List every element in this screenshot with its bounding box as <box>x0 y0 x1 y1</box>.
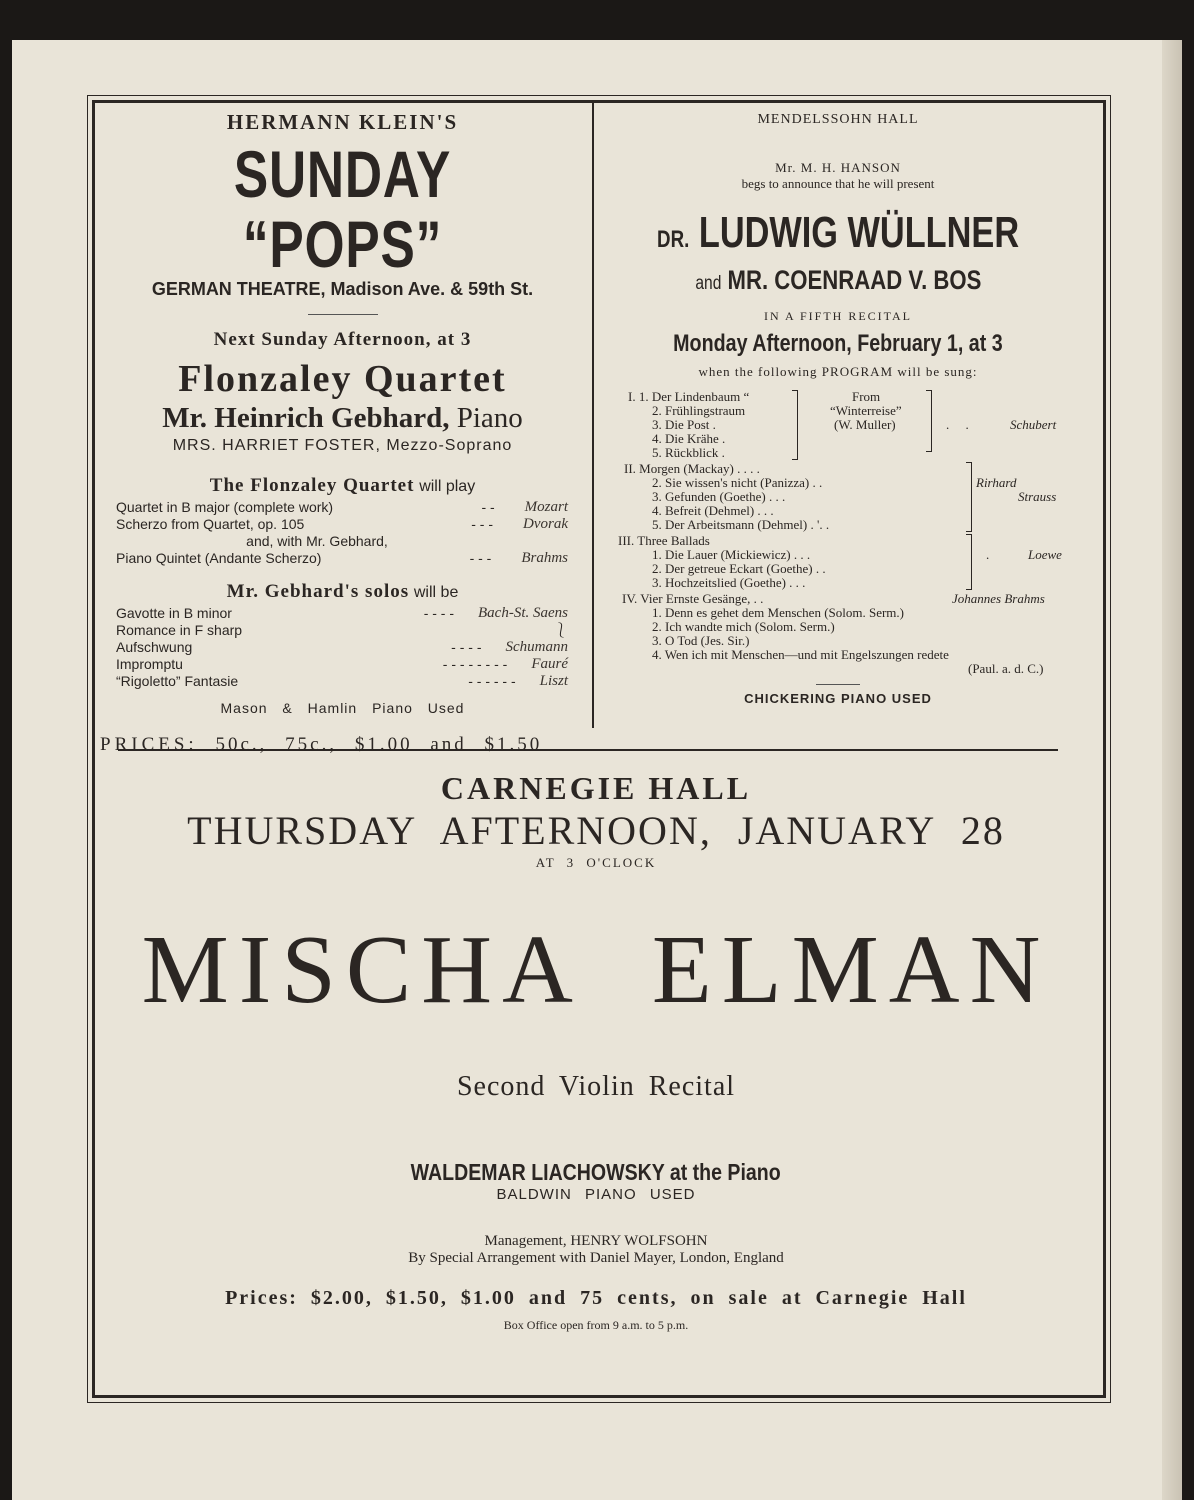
page-spine <box>1162 40 1182 1500</box>
piece-composer: Schumann <box>505 639 568 655</box>
list-item: . . <box>946 417 969 432</box>
pianist-name: Mr. Heinrich Gebhard, <box>162 402 450 434</box>
piece-title: Quartet in B major (complete work) <box>116 499 334 515</box>
list-item: From <box>852 389 881 404</box>
list-item: I. 1. Der Lindenbaum “ <box>628 389 750 404</box>
piece-title: Romance in F sharp <box>116 622 243 638</box>
composer-rirhard: Rirhard <box>976 475 1017 490</box>
announce-line: begs to announce that he will present <box>741 176 935 191</box>
list-item: 4. Befreit (Dehmel) . . . <box>652 503 774 518</box>
management-line: Management, HENRY WOLFSOHN <box>484 1233 708 1249</box>
list-item: 1. Die Lauer (Mickiewicz) . . . <box>652 547 811 562</box>
list-item: 4. Wen ich mit Menschen—und mit Engelszungen redete <box>652 647 949 662</box>
list-item: 5. Rückblick . <box>652 445 725 460</box>
list-item <box>116 673 568 690</box>
bracket <box>966 534 972 590</box>
piece-composer: Liszt <box>539 673 568 689</box>
bracket <box>966 462 972 532</box>
list-item: 4. Die Krähe . <box>652 431 726 446</box>
list-item <box>116 550 568 567</box>
composer-brahms: Johannes Brahms <box>952 591 1045 606</box>
list-item: III. Three Ballads <box>618 533 710 548</box>
presenter-line: Mr. M. H. HANSON <box>775 160 901 175</box>
piece-title: Impromptu <box>116 656 183 672</box>
list-item: (Paul. a. d. C.) <box>968 661 1044 676</box>
prices-line <box>100 734 585 756</box>
recital-date: THURSDAY AFTERNOON, JANUARY 28 <box>187 808 1005 853</box>
piece-title: and, with Mr. Gebhard, <box>246 533 388 549</box>
piece-title: Piano Quintet (Andante Scherzo) <box>116 550 322 566</box>
bracket <box>792 390 798 460</box>
solo-pieces <box>116 605 568 690</box>
list-item <box>116 533 568 550</box>
box-office-line: Box Office open from 9 a.m. to 5 p.m. <box>503 1318 689 1332</box>
list-item <box>116 622 568 639</box>
piece-dashes: - - - - <box>423 605 455 621</box>
accompanist <box>695 265 981 299</box>
singer-name-text: LUDWIG WÜLLNER <box>698 208 1020 257</box>
list-item: 2. Der getreue Eckart (Goethe) . . <box>652 561 826 576</box>
artist-name: MISCHA ELMAN <box>141 916 1051 1024</box>
piece-dashes: - - - - <box>451 639 482 655</box>
soprano-line: MRS. HARRIET FOSTER, Mezzo-Soprano <box>172 437 513 454</box>
piece-composer: Dvorak <box>523 516 568 532</box>
short-rule <box>308 314 378 315</box>
pianist-role: Piano <box>456 402 523 434</box>
list-item: IV. Vier Ernste Gesänge, . . <box>622 591 764 606</box>
chickering-line: CHICKERING PIANO USED <box>744 691 932 706</box>
solos-heading-rest: will be <box>413 584 459 601</box>
short-rule <box>816 684 860 685</box>
list-item: II. Morgen (Mackay) . . . . <box>624 461 760 476</box>
list-item: 2. Frühlingstraum <box>652 403 746 418</box>
venue-line: GERMAN THEATRE, Madison Ave. & 59th St. <box>151 279 534 299</box>
list-item: 3. Gefunden (Goethe) . . . <box>652 489 786 504</box>
piece-composer: Mozart <box>524 499 568 515</box>
mendelssohn-hall: MENDELSSOHN HALL <box>757 112 919 127</box>
sunday-pops-ad <box>100 102 585 755</box>
solos-heading <box>100 581 585 603</box>
quartet-heading-rest: will play <box>419 478 476 495</box>
bracket <box>926 390 932 452</box>
accompanist-line <box>598 265 1078 299</box>
and-word: and <box>694 273 721 294</box>
program-list <box>618 384 1078 674</box>
carnegie-hall: CARNEGIE HALL <box>440 770 752 806</box>
piece-dashes: - - - - - - - - <box>442 656 508 672</box>
piece-dashes: - - - - - - <box>468 673 516 689</box>
next-sunday-line: Next Sunday Afternoon, at 3 <box>213 329 472 350</box>
list-item: 3. Die Post . <box>652 417 716 432</box>
list-item: (W. Muller) <box>834 417 896 432</box>
column-divider <box>592 100 594 728</box>
list-item: 3. O Tod (Jes. Sir.) <box>652 633 750 648</box>
mason-hamlin-line: Mason & Hamlin Piano Used <box>220 700 465 716</box>
solos-heading-bold: Mr. Gebhard's solos <box>226 581 410 602</box>
recital-title: Second Violin Recital <box>456 1071 736 1102</box>
piece-title: Scherzo from Quartet, op. 105 <box>116 516 305 532</box>
brace-icon: ⎱ <box>554 622 568 638</box>
mischa-elman-ad <box>96 760 1096 1380</box>
sunday-pops-title: SUNDAY “POPS” <box>233 137 452 281</box>
piece-title: Aufschwung <box>116 639 193 655</box>
hermann-klein-heading: HERMANN KLEIN'S <box>226 110 459 134</box>
prices-label: PRICES: <box>100 734 198 755</box>
list-item <box>116 605 568 622</box>
wullner-recital-ad <box>598 102 1078 742</box>
piece-dashes: - - <box>481 499 495 515</box>
composer-loewe: Loewe <box>1028 547 1062 562</box>
list-item: 1. Denn es gehet dem Menschen (Solom. Serm.) <box>652 605 905 620</box>
flonzaley-quartet-title: Flonzaley Quartet <box>178 358 507 400</box>
list-item: 2. Ich wandte mich (Solom. Serm.) <box>652 619 835 634</box>
accompanist-name: MR. COENRAAD V. BOS <box>727 265 981 295</box>
prices-line: Prices: $2.00, $1.50, $1.00 and 75 cents, on sale at Carnegie Hall <box>225 1287 967 1309</box>
accompanist-line: WALDEMAR LIACHOWSKY at the Piano <box>410 1159 782 1185</box>
piece-composer: Fauré <box>531 656 568 672</box>
list-item: 5. Der Arbeitsmann (Dehmel) . '. . <box>652 517 830 532</box>
piece-dashes: - - - <box>469 550 492 566</box>
list-item <box>116 499 568 516</box>
baldwin-line: BALDWIN PIANO USED <box>496 1186 696 1203</box>
list-item: “Winterreise” <box>830 403 902 418</box>
pianist-line <box>100 401 585 435</box>
list-item: . <box>986 547 990 562</box>
arrangement-line: By Special Arrangement with Daniel Mayer, London, England <box>408 1250 784 1266</box>
recital-date: Monday Afternoon, February 1, at 3 <box>673 330 1003 357</box>
quartet-pieces <box>116 499 568 567</box>
composer-schubert: Schubert <box>1010 417 1057 432</box>
quartet-heading-bold: The Flonzaley Quartet <box>209 475 415 496</box>
list-item <box>116 656 568 673</box>
singer-line <box>598 192 1078 265</box>
recital-time: AT 3 O'CLOCK <box>535 855 657 870</box>
singer-title: DR. <box>656 226 690 253</box>
fifth-recital-line: IN A FIFTH RECITAL <box>763 309 913 323</box>
piece-title: “Rigoletto” Fantasie <box>116 673 239 689</box>
list-item: 3. Hochzeitslied (Goethe) . . . <box>652 575 806 590</box>
composer-strauss: Strauss <box>1018 489 1057 504</box>
prices-values: 50c., 75c., $1.00 and $1.50 <box>215 734 543 755</box>
piece-dashes: - - - <box>471 516 493 532</box>
piece-title: Gavotte in B minor <box>116 605 232 621</box>
quartet-heading <box>100 475 585 497</box>
singer-name <box>657 208 1019 265</box>
program-intro: when the following PROGRAM will be sung: <box>698 364 978 379</box>
piece-composer: Brahms <box>521 550 568 566</box>
list-item <box>116 516 568 533</box>
list-item: 2. Sie wissen's nicht (Panizza) . . <box>652 475 823 490</box>
piece-composer: Bach-St. Saens <box>478 605 568 621</box>
list-item <box>116 639 568 656</box>
